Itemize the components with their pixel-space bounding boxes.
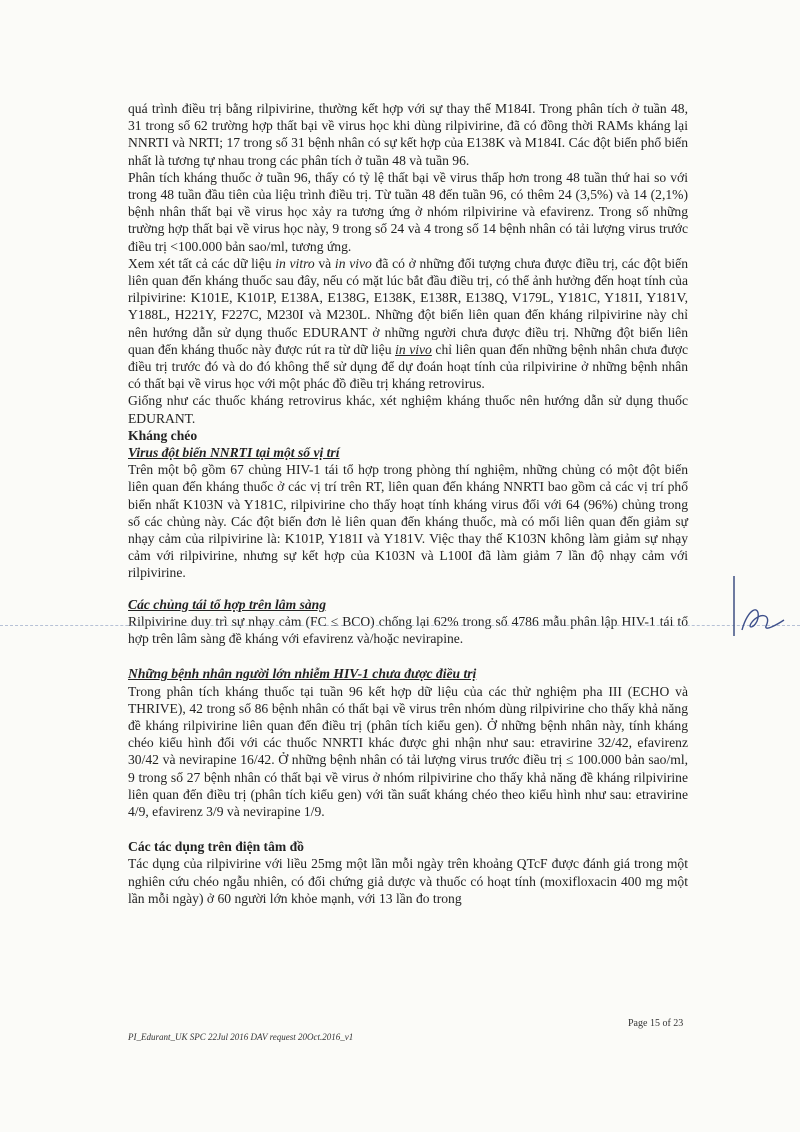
heading-treatment-naive-adults: Những bệnh nhân người lớn nhiễm HIV-1 chưa được điều trị	[128, 666, 477, 682]
heading-site-directed-mutants: Virus đột biến NNRTI tại một số vị trí	[128, 445, 340, 461]
scan-fold-line	[0, 625, 800, 626]
heading-clinical-isolates: Các chủng tái tổ hợp trên lâm sàng	[128, 596, 327, 612]
paragraph-site-directed: Trên một bộ gồm 67 chủng HIV-1 tái tổ hợp trong phòng thí nghiệm, những chủng có một đột biến liên quan đến kháng thuốc ở các vị trí trên RT, liên quan đến kháng NNRTI bao gồm cả các vị trí phổ biến nhất K103N và Y181C, rilpivirine cho thấy hoạt tính kháng virus đối với 64 (96%) chủng trong số các chủng này. Các đột biến đơn lẻ liên quan đến kháng thuốc, mà có mối liên quan đến giảm sự nhạy cảm của rilpivirine là: K101P, Y181I và Y181V. Việc thay thế K103N không làm giảm sự nhạy cảm với rilpivirine, nhưng sự kết hợp của K103N và L100I đã làm giảm 7 lần độ nhạy cảm với rilpivirine.	[128, 462, 688, 581]
paragraph-treatment-naive: Trong phân tích kháng thuốc tại tuần 96 kết hợp dữ liệu của các thử nghiệm pha III (ECHO và THRIVE), 42 trong số 86 bệnh nhân có thất bại về virus trên nhóm dùng rilpivirine cho thấy khả năng đề kháng rilpivirine liên quan đến điều trị (phân tích kiểu gen). Ở những bệnh nhân này, tính kháng chéo kiểu hình đối với các thuốc NNRTI khác được ghi nhận như sau: etravirine 32/42, efavirenz 30/42 và nevirapine 16/42. Ở những bệnh nhân có tải lượng virus trước điều trị ≤ 100.000 bản sao/ml, 9 trong số 27 bệnh nhân có thất bại về virus ở nhóm rilpivirine cho thấy khả năng đề kháng rilpivirine liên quan đến điều trị (phân tích kiểu gen) với tần suất kháng chéo theo kiểu hình như sau: etravirine 4/9, efavirenz 3/9 và nevirapine 1/9.	[128, 683, 688, 819]
document-body	[128, 100, 688, 907]
paragraph-resistance-week96: Phân tích kháng thuốc ở tuần 96, thấy có tỷ lệ thất bại về virus thấp hơn trong 48 tuần thứ hai so với trong 48 tuần đầu tiên của liệu trình điều trị. Từ tuần 48 đến tuần 96, có thêm 24 (3,5%) và 14 (2,1%) bệnh nhân thất bại về virus học xảy ra tương ứng ở nhóm rilpivirine và efavirenz. Trong số những trường hợp thất bại về virus học này, 9 trong số 24 và 4 trong số 14 bệnh nhân có tải lượng virus trước điều trị <100.000 bản sao/ml, tương ứng.	[128, 169, 688, 254]
footer-document-id: PI_Edurant_UK SPC 22Jul 2016 DAV request 20Oct.2016_v1	[128, 1032, 354, 1042]
paragraph-resistance-testing: Giống như các thuốc kháng retrovirus khác, xét nghiệm kháng thuốc nên hướng dẫn sử dụng thuốc EDURANT.	[128, 393, 688, 426]
paragraph-clinical-isolates: Rilpivirine duy trì sự nhạy cảm (FC ≤ BCO) chống lại 62% trong số 4786 mẫu phân lập HIV-1 tái tổ hợp trên lâm sàng đề kháng với efavirenz và/hoặc nevirapine.	[128, 613, 688, 647]
page-number: Page 15 of 23	[628, 1018, 684, 1029]
paragraph-mutations-list: Xem xét tất cả các dữ liệu in vitro và in vivo đã có ở những đối tượng chưa được điều trị, các đột biến liên quan đến kháng thuốc sau đây, nếu có mặt lúc bắt đầu điều trị, có thể ảnh hưởng đến hoạt tính của rilpivirine: K101E, K101P, E138A, E138G, E138K, E138R, E138Q, V179L, Y181C, Y181I, Y181V, Y188L, H221Y, F227C, M230I và M230L. Những đột biến liên quan đến kháng rilpivirine này chỉ nên hướng dẫn sử dụng thuốc EDURANT ở những người chưa được điều trị. Những đột biến liên quan đến kháng thuốc này được rút ra từ dữ liệu in vivo chỉ liên quan đến những bệnh nhân chưa được điều trị trước đó và do đó không thể sử dụng để dự đoán hoạt tính của rilpivirine ở những bệnh nhân có thất bại về virus học với một phác đồ điều trị kháng retrovirus.	[128, 255, 688, 392]
paragraph-resistance-week48: quá trình điều trị bằng rilpivirine, thường kết hợp với sự thay thế M184I. Trong phân tích ở tuần 48, 31 trong số 62 trường hợp thất bại về virus học khi dùng rilpivirine, đã có đồng thời RAMs kháng lại NNRTI và NRTI; 17 trong số 31 bệnh nhân có sự kết hợp của E138K và M184I. Các đột biến phổ biến nhất là tương tự nhau trong các phân tích ở tuần 48 và tuần 96.	[128, 101, 688, 168]
margin-mark	[733, 576, 735, 636]
heading-ecg-effects: Các tác dụng trên điện tâm đồ	[128, 839, 304, 855]
paragraph-ecg: Tác dụng của rilpivirine với liều 25mg một lần mỗi ngày trên khoảng QTcF được đánh giá trong một nghiên cứu chéo ngẫu nhiên, có đối chứng giả dược và thuốc có hoạt tính (moxifloxacin 400 mg một lần mỗi ngày) ở 60 người lớn khỏe mạnh, với 13 lần đo trong	[128, 856, 688, 906]
signature-mark	[738, 600, 788, 640]
heading-cross-resistance: Kháng chéo	[128, 427, 198, 443]
